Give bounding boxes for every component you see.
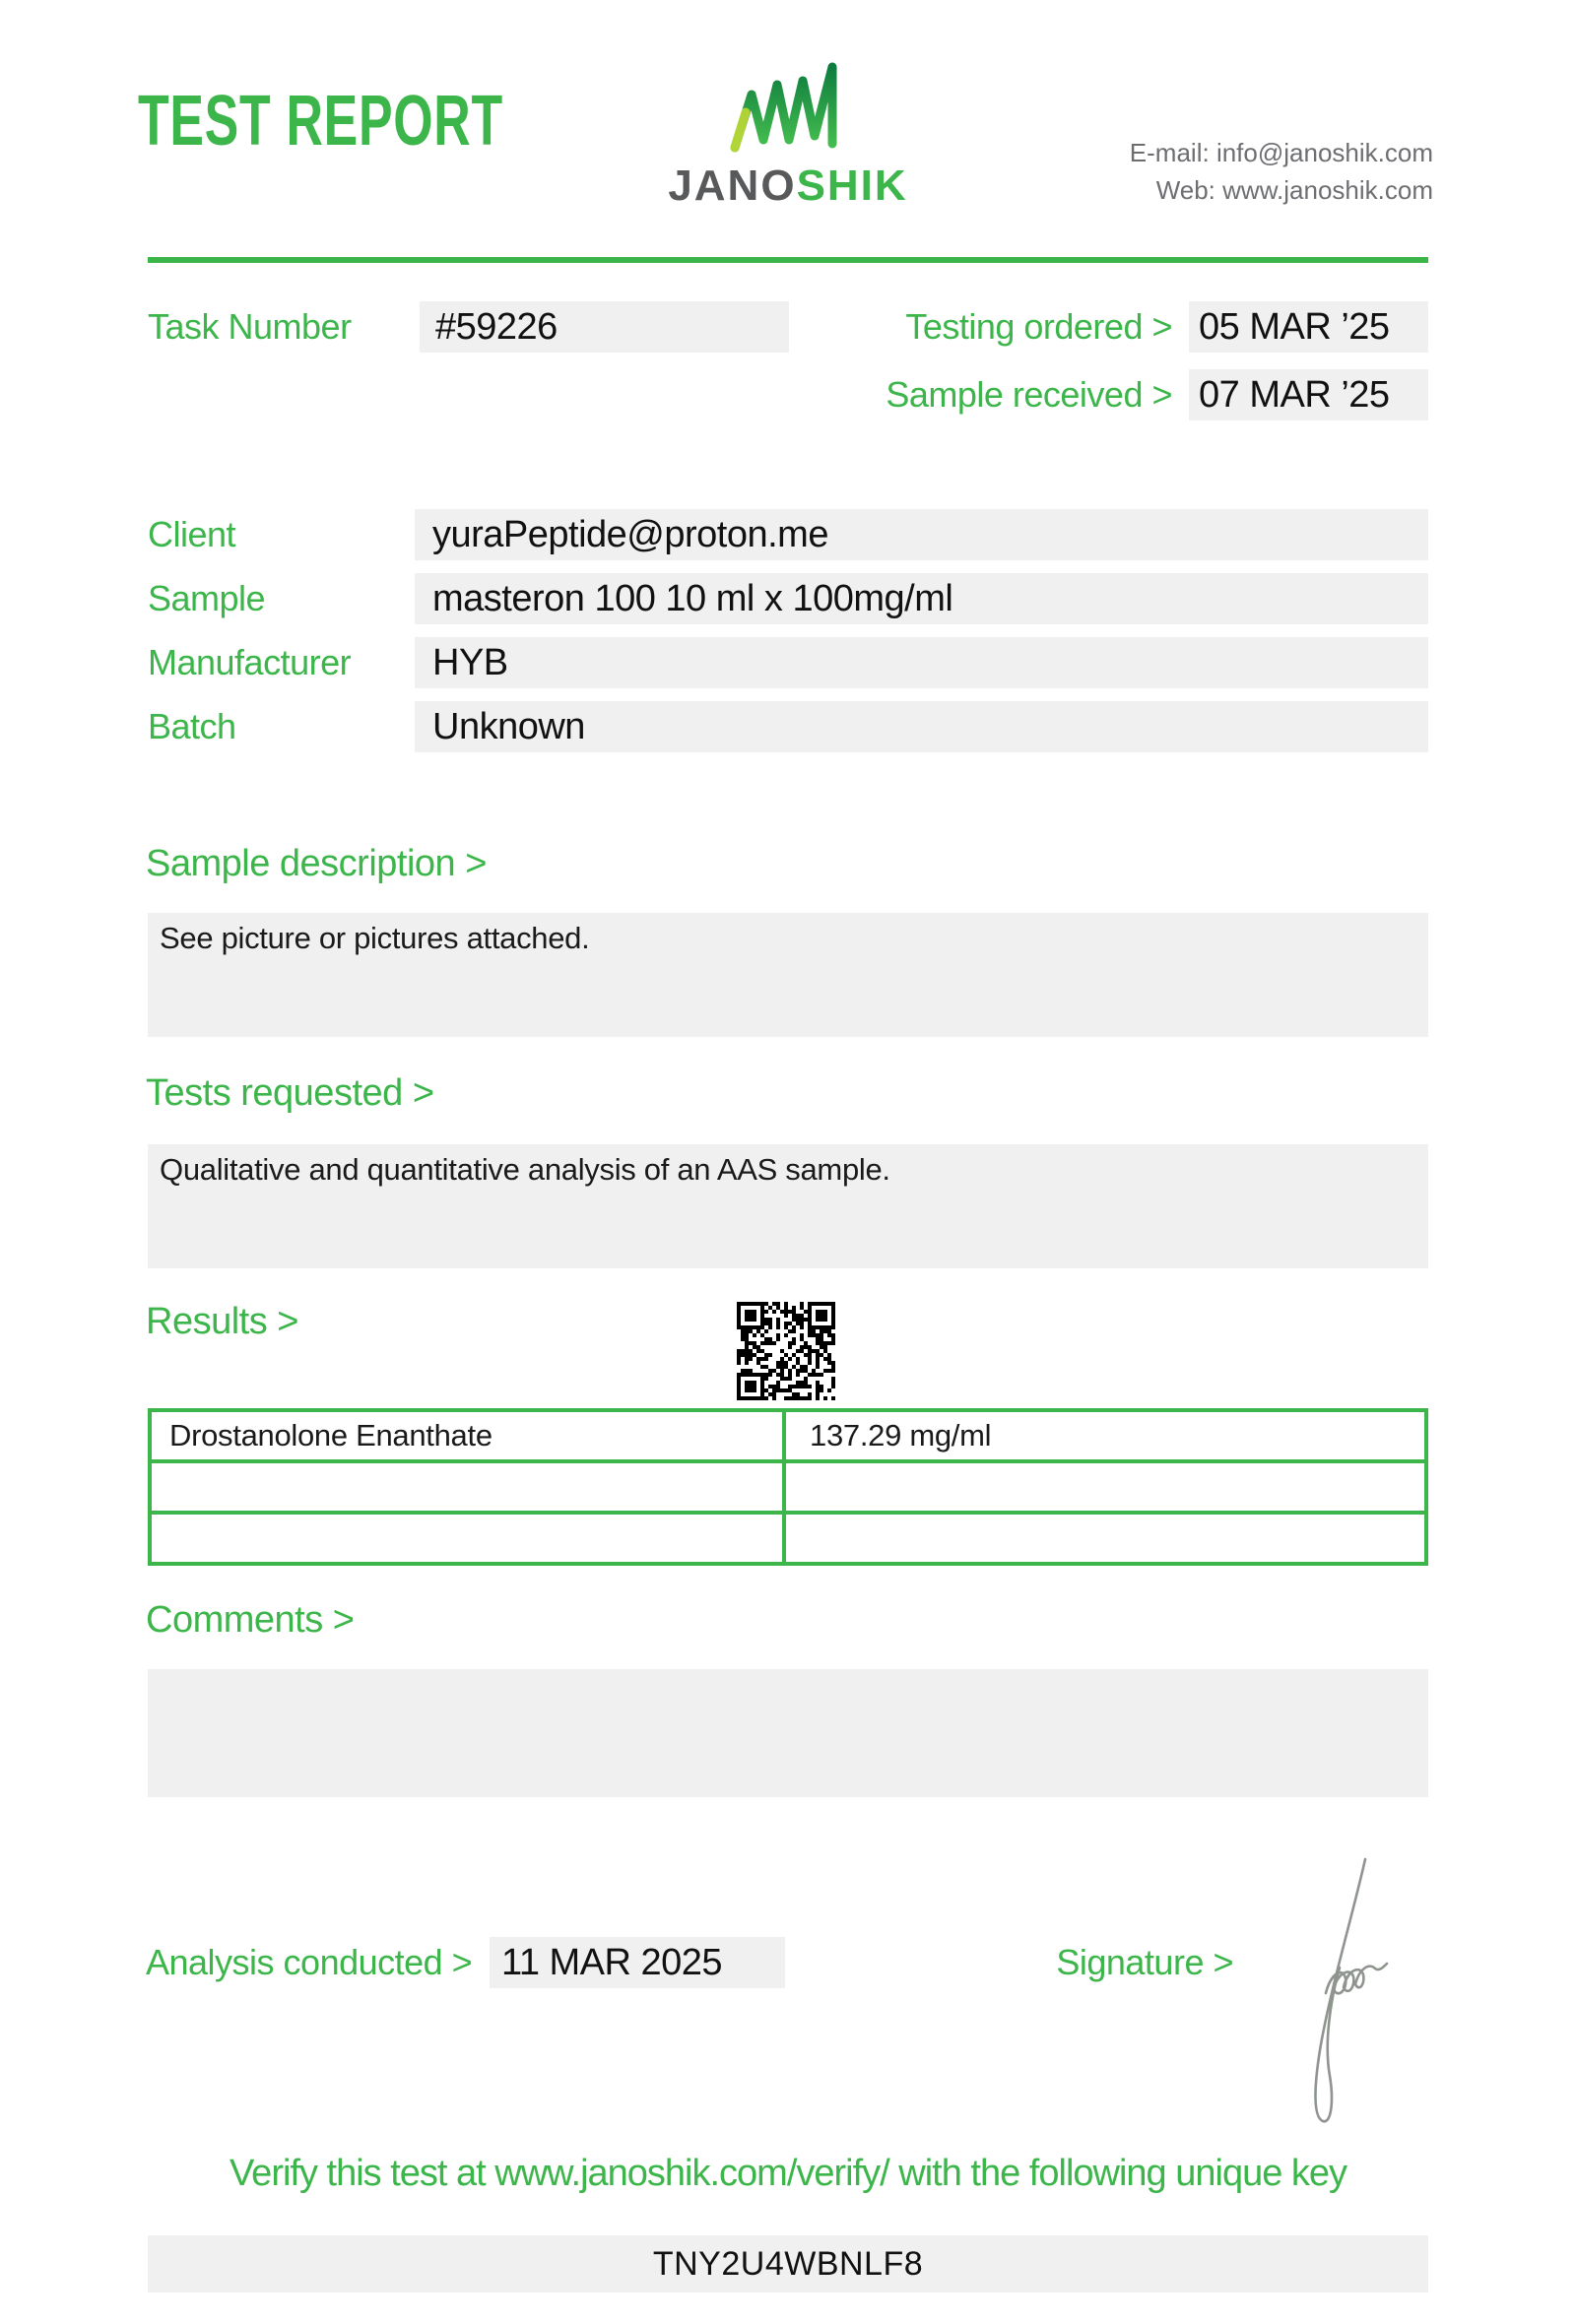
brand-name-secondary: SHIK xyxy=(796,161,908,210)
table-row xyxy=(152,1463,1424,1515)
brand-name-primary: JANO xyxy=(668,161,797,210)
sample-value: masteron 100 10 ml x 100mg/ml xyxy=(415,573,1428,624)
header-divider xyxy=(148,257,1428,263)
sample-description-body: See picture or pictures attached. xyxy=(148,913,1428,1037)
results-heading: Results > xyxy=(146,1301,298,1342)
sample-description-heading: Sample description > xyxy=(146,843,487,884)
result-value xyxy=(786,1463,1424,1511)
sample-received-label: Sample received > xyxy=(886,374,1172,415)
manufacturer-label: Manufacturer xyxy=(148,642,352,682)
signature-label: Signature > xyxy=(1056,1942,1233,1982)
result-analyte xyxy=(152,1515,786,1562)
task-number-label: Task Number xyxy=(148,306,352,347)
client-label: Client xyxy=(148,514,236,554)
testing-ordered-date: 05 MAR ’25 xyxy=(1189,301,1428,353)
brand-name xyxy=(630,161,946,211)
web-label: Web: xyxy=(1155,175,1215,205)
contact-block xyxy=(1130,134,1433,209)
analysis-conducted-label: Analysis conducted > xyxy=(146,1942,473,1982)
result-value: 137.29 mg/ml xyxy=(810,1418,992,1452)
result-value xyxy=(786,1515,1424,1562)
verify-key: TNY2U4WBNLF8 xyxy=(148,2235,1428,2292)
qr-code xyxy=(737,1302,835,1400)
analysis-conducted-date: 11 MAR 2025 xyxy=(490,1937,785,1988)
web-value: www.janoshik.com xyxy=(1222,175,1433,205)
manufacturer-value: HYB xyxy=(415,637,1428,688)
contact-web-line xyxy=(1130,171,1433,209)
signature-image xyxy=(1271,1851,1404,2137)
page-title: TEST REPORT xyxy=(138,82,503,161)
table-row xyxy=(152,1515,1424,1562)
tests-requested-heading: Tests requested > xyxy=(146,1072,434,1114)
email-label: E-mail: xyxy=(1129,138,1210,167)
comments-body xyxy=(148,1669,1428,1797)
table-row xyxy=(152,1412,1424,1463)
testing-ordered-label: Testing ordered > xyxy=(905,306,1172,347)
comments-heading: Comments > xyxy=(146,1599,355,1641)
logo-chart-icon xyxy=(728,57,848,160)
brand-logo xyxy=(630,57,946,211)
sample-label: Sample xyxy=(148,578,266,618)
result-analyte xyxy=(152,1463,786,1511)
result-analyte: Drostanolone Enanthate xyxy=(152,1412,786,1459)
email-value: info@janoshik.com xyxy=(1215,138,1433,167)
client-value: yuraPeptide@proton.me xyxy=(415,509,1428,560)
contact-email-line xyxy=(1130,134,1433,171)
task-number-value: #59226 xyxy=(420,301,789,353)
verify-instruction: Verify this test at www.janoshik.com/verify/ with the following unique key xyxy=(229,2153,1347,2194)
sample-received-date: 07 MAR ’25 xyxy=(1189,369,1428,420)
batch-label: Batch xyxy=(148,706,236,746)
results-table xyxy=(148,1408,1428,1566)
tests-requested-body: Qualitative and quantitative analysis of an AAS sample. xyxy=(148,1144,1428,1268)
batch-value: Unknown xyxy=(415,701,1428,752)
